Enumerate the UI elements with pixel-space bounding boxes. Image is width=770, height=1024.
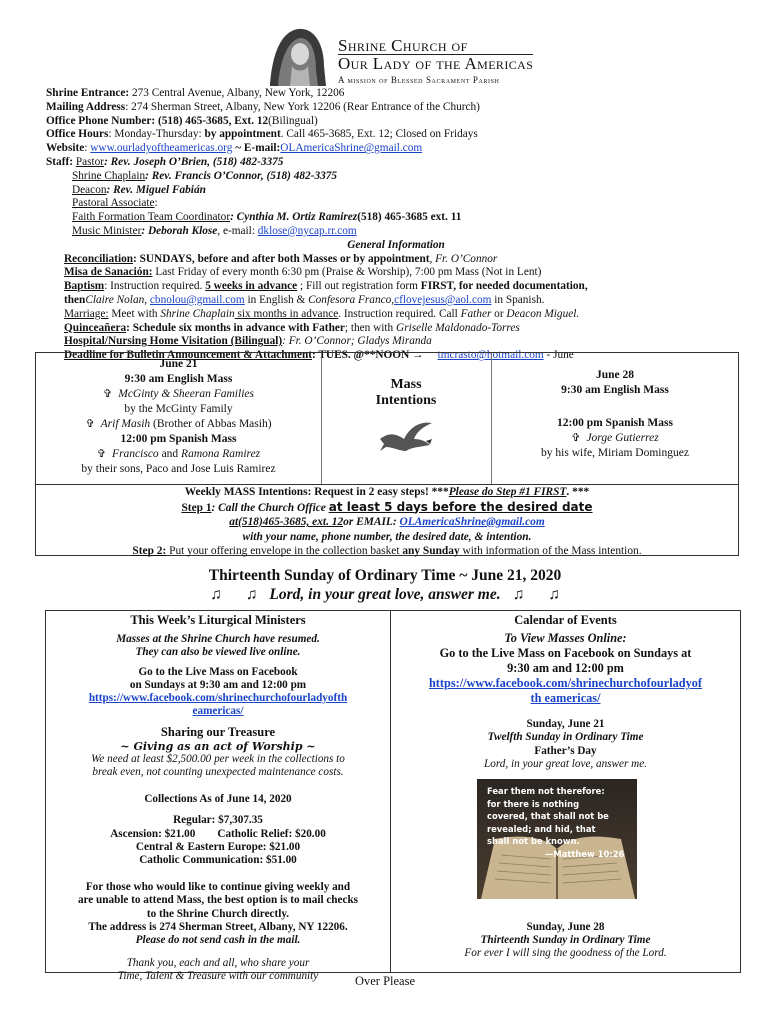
bible-verse-image [477,779,637,899]
intention-name: Jorge Gutierrez [586,432,659,444]
facebook-link-cont[interactable]: eamericas/ [192,705,244,718]
deacon-role: Deacon [72,183,107,196]
dove-icon [376,417,436,457]
calendar-column [391,614,740,771]
intention-and: and [158,448,182,460]
collection-relief: Catholic Relief: $20.00 [217,827,326,840]
mailing-line [46,101,746,115]
mass-time: 9:30 am English Mass [124,373,233,385]
church-subtitle: A mission of Blessed Sacrament Parish [338,74,500,85]
collection-central: Central & Eastern Europe: $21.00 [135,840,301,853]
step2-b: any Sunday [402,545,460,557]
mailing-label: Mailing Address [46,100,126,113]
entrance-label: Shrine Entrance: [46,87,130,99]
steps-heading [36,485,738,500]
psalm-response: Lord, in your great love, answer me. [269,586,501,603]
baptism-line [46,280,746,294]
hours-rest: . Call 465-3685, Ext. 12; Closed on Fridays [280,128,478,141]
quince-a: : Schedule six months in advance with Father [126,321,345,334]
phone-label: Office Phone Number [46,114,152,127]
baptism-i: in English & [244,293,309,306]
intention-by: by his wife, Miriam Dominguez [541,447,689,459]
quinceanera-line [46,322,746,336]
mail-address: The address is 274 Sherman Street, Albany, NY 12206. [88,920,348,933]
intention-by: by their sons, Paco and Jose Luis Ramirez [81,463,276,475]
event-extra: Father’s Day [534,744,597,757]
virgin-mary-logo [262,26,332,88]
cross-icon: ✞ [96,448,107,460]
cross-icon: ✞ [103,388,113,400]
website-line: Website: www.ourladyoftheamericas.org ~ E-mail:OLAmericaShrine@gmail.com [46,142,423,155]
baptism-a: : Instruction required. [104,280,206,293]
mass-intentions-box [35,352,739,485]
step2-label: Step 2: [132,545,167,557]
calendar-heading: Calendar of Events [514,613,617,627]
mass-time: 9:30 am English Mass [561,384,669,396]
marriage-c: six months in advance [234,307,339,320]
hospital-value: : Fr. O’Connor; Gladys Miranda [282,335,432,348]
step1-email-link[interactable]: OLAmericaShrine@gmail.com [399,516,545,528]
email-label: ~ E-mail: [232,142,281,155]
chaplain-name: : Rev. Francis O’Connor, (518) 482-3375 [145,169,338,182]
step1-details: with your name, phone number, the desired date, & intention. [242,530,532,543]
english-email-link[interactable]: cbnolou@gmail.com [149,293,245,306]
general-info-heading: General Information [347,238,445,251]
collection-regular: Regular: $7,307.35 [173,814,263,827]
sunday-title: Thirteenth Sunday of Ordinary Time ~ June 21, 2020 [208,567,562,584]
church-name-line1: Shrine Church of [338,36,468,55]
music-role: Music Minister [72,224,142,237]
baptism-e: then [64,293,86,306]
marriage-b: Shrine Chaplain [160,307,235,320]
cross-icon: ✞ [571,432,581,444]
marriage-g: Deacon Miguel. [506,307,580,320]
quince-label: Quinceañera [64,321,127,334]
verse-line: covered, that shall not be [487,811,609,822]
verse-line: shall not be known. [487,836,580,847]
quince-c: Griselle Maldonado-Torres [396,321,520,334]
sanacion-line [46,266,746,280]
associate-role: Pastoral Associate [72,197,155,210]
event-title: Twelfth Sunday in Ordinary Time [487,731,644,744]
staff-line [46,156,746,170]
event-psalm: Lord, in your great love, answer me. [484,757,647,770]
intention-name: Arif Masih [100,418,151,430]
intention-item [492,431,738,446]
faith-role: Faith Formation Team Coordinator [72,211,231,224]
church-name-line2: Our Lady of the Americas [338,54,534,74]
ministers-heading: This Week’s Liturgical Ministers [130,613,306,627]
steps-first: Please do Step #1 FIRST [448,486,567,498]
contact-info [46,87,746,363]
recon-label: Reconciliation [64,252,134,265]
collections-heading: Collections As of June 14, 2020 [144,793,292,806]
step1-deadline: at least 5 days before the desired date [328,499,593,514]
music-email-label: , e-mail: [217,224,258,237]
hours-appointment: by appointment [204,128,281,141]
event-title: Thirteenth Sunday in Ordinary Time [480,934,651,947]
thanks-text: Thank you, each and all, who share your [126,957,310,970]
step2-line [36,544,738,559]
email-link[interactable]: OLAmericaShrine@gmail.com [280,142,423,155]
pastor-name: : Rev. Joseph O’Brien, (518) 482-3375 [104,155,284,168]
intention-name: Ramona Ramirez [181,448,261,460]
marriage-d: . Instruction required. Call [338,307,461,320]
mass-intentions-title [321,377,491,462]
deadline-label: Deadline for Bulletin Announcement & Attachment [64,349,313,362]
view-online: To View Masses Online: [504,631,627,646]
church-name [338,37,558,85]
music-note-icon: ♫ [548,586,560,603]
intention-item [36,447,321,462]
verse-line: for there is nothing [487,798,580,809]
intention-by: by the McGinty Family [124,403,233,415]
steps-stars: *** [428,486,449,498]
intentions-june-28 [492,368,738,461]
mass-time: 12:00 pm Spanish Mass [120,433,237,445]
marriage-a: Meet with [108,307,161,320]
hours-label: Office Hours [46,128,109,141]
baptism-j: Confesora Franco [308,293,392,306]
facebook-link[interactable]: https://www.facebook.com/shrinechurchofourladyofth [88,692,348,705]
mass-time: 12:00 pm Spanish Mass [557,417,673,429]
mail-text: to the Shrine Church directly. [146,907,290,920]
facebook-times: 9:30 am and 12:00 pm [507,661,624,676]
steps-stars: . *** [566,486,590,498]
music-note-icon: ♫ [512,586,525,603]
step1-label: Step 1 [181,501,212,514]
intention-date: June 21 [159,358,198,370]
collection-communication: Catholic Communication: $51.00 [139,854,297,867]
hours-line [46,128,746,142]
intention-by: (Brother of Abbas Masih) [150,418,272,430]
baptism-g: , [144,293,150,306]
mail-text: are unable to attend Mass, the best option is to mail checks [77,894,359,907]
event-date: Sunday, June 21 [526,718,605,731]
step2-c: with information of the Mass intention. [459,545,642,557]
hospital-line [46,335,746,349]
marriage-f: or [491,307,507,320]
chaplain-line [46,170,746,184]
collection-row [46,828,390,841]
baptism-b: 5 weeks in advance [205,280,298,293]
facebook-instructions: Go to the Live Mass on Facebook [138,665,298,678]
entrance-value: 273 Central Avenue, Albany, New York, 12206 [129,87,345,99]
quince-b: ; then with [344,321,397,334]
music-line [46,225,746,239]
intention-date: June 28 [595,369,635,381]
masses-resumed: Masses at the Shrine Church have resumed. [116,633,320,646]
recon-who: , Fr. O’Connor [429,252,498,265]
step1-contact [36,515,738,530]
recon-value: : SUNDAYS, before and after both Masses or by appointment [133,252,430,265]
intention-item [36,417,321,432]
associate-value: : [154,197,158,210]
phone-line [46,115,746,129]
marriage-label: Marriage: [64,307,109,320]
intention-item [36,387,321,402]
chaplain-role: Shrine Chaplain [72,169,146,182]
music-note-icon: ♫ [210,586,222,603]
verse-line: revealed; and hid, that [487,823,596,834]
pastor-role: Pastor [75,155,105,168]
marriage-e: Father [460,307,492,320]
mailing-value: : 274 Sherman Street, Albany, New York 12206 (Rear Entrance of the Church) [125,100,480,113]
need-text: We need at least $2,500.00 per week in the collections to [91,752,345,765]
cross-icon: ✞ [85,418,95,430]
arrow-right-icon: → [412,349,424,362]
sunday-psalm [0,585,770,604]
verse-text [487,785,635,861]
staff-label: Staff: [46,155,73,168]
deacon-line [46,184,746,198]
step1-line [36,500,738,516]
step1-email-label: or EMAIL: [343,516,400,528]
step1-call: : Call the Church Office [211,501,329,514]
calendar-june-28 [391,921,740,961]
collection-ascension: Ascension: $21.00 [110,827,196,840]
over-please: Over Please [354,974,416,988]
faith-phone: (518) 465-3685 ext. 11 [357,211,462,224]
website-link[interactable]: www.ourladyoftheamericas.org [90,142,233,155]
entrance-line [46,87,746,101]
title-line: Mass [390,377,422,392]
faith-line [46,211,746,225]
baptism-f: Claire Nolan [85,293,145,306]
intentions-june-21 [36,357,321,477]
baptism-m: in Spanish. [491,293,545,306]
sunday-title-block [0,566,770,604]
facebook-instructions: Go to the Live Mass on Facebook on Sundays at [439,646,692,661]
treasure-heading: Sharing our Treasure [160,725,276,740]
verse-citation: —Matthew 10:26 [545,848,625,859]
verse-line: Fear them not therefore: [487,786,605,796]
faith-name: : Cynthia M. Ortiz Ramirez [230,211,358,224]
phone-note: (Bilingual) [268,114,318,127]
sanacion-label: Misa de Sanación: [64,266,153,279]
music-note-icon: ♫ [245,586,258,603]
facebook-link-cont[interactable]: th eamericas/ [530,691,601,706]
sanacion-value: Last Friday of every month 6:30 pm (Praise & Worship), 7:00 pm Mass (Not in Lent) [152,266,542,279]
baptism-line-2 [46,294,746,308]
ministers-column [46,614,390,984]
marriage-line [46,308,746,322]
reconciliation-line [46,253,746,267]
thanks-text: Time, Talent & Treasure with our community [117,970,319,983]
deadline-email-link[interactable]: tmcrasto@hotmail.com [437,349,544,362]
masses-online: They can also be viewed live online. [135,646,301,659]
mail-text: For those who would like to continue giving weekly and [85,881,351,894]
event-psalm: For ever I will sing the goodness of the Lord. [464,947,667,960]
baptism-c: ; Fill out registration form [297,280,421,293]
event-date: Sunday, June 28 [526,921,605,933]
associate-line [46,197,746,211]
website-label: Website [46,142,85,155]
music-name: : Deborah Klose [141,224,218,237]
step2-a: Put your offering envelope in the collection basket [166,545,403,557]
intention-name: McGinty & Sheeran Families [118,388,254,400]
baptism-d: FIRST, for needed documentation, [420,280,588,293]
treasure-subheading: ~ Giving as an act of Worship ~ [120,739,316,753]
intention-name: Francisco [112,448,159,460]
facebook-times: on Sundays at 9:30 am and 12:00 pm [129,678,307,691]
need-text: break even, not counting unexpected maintenance costs. [92,766,344,779]
deadline-value: : TUES. @**NOON [312,349,410,362]
hospital-label: Hospital/Nursing Home Visitation (Bilingual) [64,335,283,348]
music-email-link[interactable]: dklose@nycap.rr.com [257,224,357,237]
baptism-k: , [391,293,395,306]
mass-intention-steps [35,483,739,556]
baptism-label: Baptism [64,280,105,293]
step1-phone: at(518)465-3685, ext. 12 [229,516,344,528]
deadline-end: - June [543,349,574,362]
title-line: Intentions [375,393,437,408]
phone-value: : (518) 465-3685, Ext. 12 [151,114,269,127]
hours-days: : Monday-Thursday: [108,128,205,141]
spanish-email-link[interactable]: cflovejesus@aol.com [394,293,492,306]
deacon-name: : Rev. Miguel Fabián [106,183,206,196]
no-cash: Please do not send cash in the mail. [135,934,301,947]
steps-title: Weekly MASS Intentions: Request in 2 easy steps! [184,486,429,498]
facebook-link[interactable]: https://www.facebook.com/shrinechurchofourladyof [428,676,703,691]
